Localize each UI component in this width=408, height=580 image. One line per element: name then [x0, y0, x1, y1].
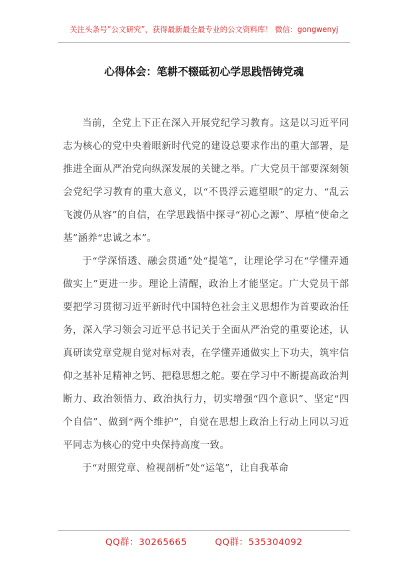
document-title: 心得体会：笔耕不辍砥初心学思践悟铸党魂	[104, 66, 304, 78]
footer-qq-group-1: QQ群：30265665	[105, 538, 187, 548]
document-body	[63, 112, 349, 480]
body-paragraph: 于“学深悟透、融会贯通”处“提笔”，让理论学习在“学懂弄通做实上”更进一步。理论上清醒，政治上才能坚定。广大党员干部要把学习贯彻习近平新时代中国特色社会主义思想作为首要政治任务，深入学习领会习近平总书记关于全面从严治党的重要论述，认真研读党章党规自觉对标对表，在学懂弄通做实上下功夫，筑牢信仰之基补足精神之钙、把稳思想之舵。要在学习中不断提高政治判断力、政治领悟力、政治执行力，切实增强“四个意识”、坚定“四个自信”、做到“两个维护”，自觉在思想上政治上行动上同以习近平同志为核心的党中央保持高度一致。	[63, 256, 349, 451]
footer-divider	[58, 530, 350, 531]
body-paragraph: 当前，全党上下正在深入开展党纪学习教育。这是以习近平同志为核心的党中央着眼新时代党的建设总要求作出的重大部署，是推进全面从严治党向纵深发展的关键之举。广大党员干部要深刻领会党纪学习教育的重大意义，以“不畏浮云遮望眼”的定力、“乱云飞渡仍从容”的自信，在学思践悟中探寻“初心之源”、厚植“使命之基”涵养“忠诚之本”。	[63, 118, 349, 244]
footer-qq-group-2: QQ群：535304092	[214, 538, 303, 548]
footer-contact	[0, 535, 408, 548]
body-paragraph: 于“对照党章、检视剖析”处“运笔”，让自我革命	[82, 463, 289, 474]
header-promo-note: 关注头条号“公文研究”，获得最新最全最专业的公文资料库！ 微信：gongwenyj	[69, 25, 339, 34]
header-divider	[58, 42, 350, 43]
